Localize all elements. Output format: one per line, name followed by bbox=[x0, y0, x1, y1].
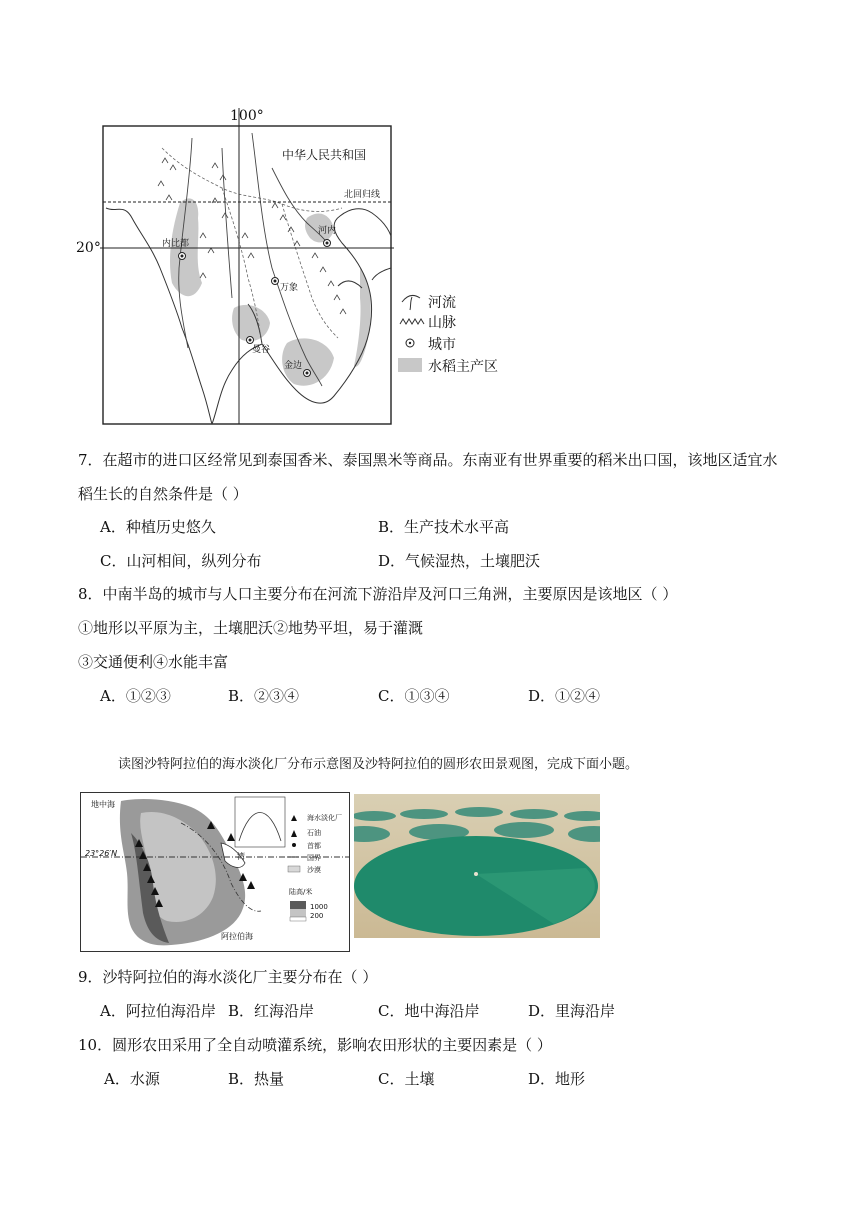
legend-river: 河流 bbox=[428, 295, 456, 311]
circular-farmland-photo bbox=[354, 794, 600, 938]
legend-oil: 石油 bbox=[307, 829, 321, 837]
q7-option-d[interactable]: D．气候湿热，土壤肥沃 bbox=[378, 552, 541, 570]
q8-option-d[interactable]: D．①②④ bbox=[528, 687, 601, 705]
elevation-200: 200 bbox=[310, 912, 324, 920]
legend-border: 国界 bbox=[307, 854, 321, 862]
southeast-asia-map bbox=[72, 108, 522, 428]
saudi-map bbox=[80, 792, 350, 952]
country-label: 中华人民共和国 bbox=[282, 148, 367, 162]
rice-area-icon bbox=[398, 358, 422, 372]
question-8-line-1: 8．中南半岛的城市与人口主要分布在河流下游沿岸及河口三角洲，主要原因是该地区（ ） bbox=[78, 585, 678, 603]
q7-option-b[interactable]: B．生产技术水平高 bbox=[378, 518, 510, 536]
question-9-line-1: 9．沙特阿拉伯的海水淡化厂主要分布在（ ） bbox=[78, 968, 378, 986]
city-label-bangkok: 曼谷 bbox=[252, 345, 271, 355]
question-8-line-3: ③交通便利④水能丰富 bbox=[78, 653, 229, 671]
q7-option-a[interactable]: A．种植历史悠久 bbox=[100, 518, 216, 536]
question-7-line-2: 稻生长的自然条件是（ ） bbox=[78, 485, 248, 503]
sea-label-mediterranean: 地中海 bbox=[91, 800, 115, 809]
parallel-label: 20° bbox=[76, 240, 101, 256]
city-label-hanoi: 河内 bbox=[318, 226, 337, 236]
latitude-label: 23°26′N bbox=[85, 849, 118, 858]
legend-desalination: 海水淡化厂 bbox=[307, 814, 342, 822]
legend-mountain: 山脉 bbox=[428, 315, 456, 331]
gulf-label: 湾 bbox=[237, 852, 245, 861]
q9-option-b[interactable]: B．红海沿岸 bbox=[228, 1002, 315, 1020]
mountain-icon bbox=[400, 319, 424, 324]
question-7-line-1: 7．在超市的进口区经常见到泰国香米、泰国黑米等商品。东南亚有世界重要的稻米出口国，该地区适宜水 bbox=[78, 451, 778, 469]
question-10-line-1: 10．圆形农田采用了全自动喷灌系统，影响农田形状的主要因素是（ ） bbox=[78, 1036, 552, 1054]
city-label-naypyidaw: 内比都 bbox=[162, 239, 190, 249]
q8-option-b[interactable]: B．②③④ bbox=[228, 687, 300, 705]
q9-option-a[interactable]: A．阿拉伯海沿岸 bbox=[100, 1002, 216, 1020]
legend-city: 城市 bbox=[428, 337, 456, 353]
q7-option-c[interactable]: C．山河相间，纵列分布 bbox=[100, 552, 262, 570]
map1-legend bbox=[398, 290, 518, 380]
q10-option-b[interactable]: B．热量 bbox=[228, 1070, 285, 1088]
climate-inset bbox=[235, 797, 285, 847]
q10-option-d[interactable]: D．地形 bbox=[528, 1070, 586, 1088]
legend-desert: 沙漠 bbox=[307, 866, 321, 874]
tropic-label: 北回归线 bbox=[344, 190, 381, 200]
river-icon bbox=[402, 295, 420, 310]
city-label-phnom-penh: 金边 bbox=[284, 361, 303, 371]
intro-text: 读图沙特阿拉伯的海水淡化厂分布示意图及沙特阿拉伯的圆形农田景观图，完成下面小题。 bbox=[118, 757, 639, 772]
q9-option-c[interactable]: C．地中海沿岸 bbox=[378, 1002, 480, 1020]
meridian-label: 100° bbox=[230, 108, 264, 124]
sea-label-arabian: 阿拉伯海 bbox=[221, 932, 253, 941]
q8-option-a[interactable]: A．①②③ bbox=[100, 687, 171, 705]
q8-option-c[interactable]: C．①③④ bbox=[378, 687, 450, 705]
elevation-1000: 1000 bbox=[310, 903, 328, 911]
city-label-vientiane: 万象 bbox=[280, 283, 299, 293]
q9-option-d[interactable]: D．里海沿岸 bbox=[528, 1002, 616, 1020]
question-8-line-2: ①地形以平原为主，土壤肥沃②地势平坦，易于灌溉 bbox=[78, 619, 424, 637]
legend-capital: 首都 bbox=[307, 842, 321, 850]
q10-option-c[interactable]: C．土壤 bbox=[378, 1070, 435, 1088]
elevation-title: 陆高/米 bbox=[289, 888, 313, 896]
legend-rice: 水稻主产区 bbox=[428, 359, 498, 375]
q10-option-a[interactable]: A．水源 bbox=[104, 1070, 160, 1088]
